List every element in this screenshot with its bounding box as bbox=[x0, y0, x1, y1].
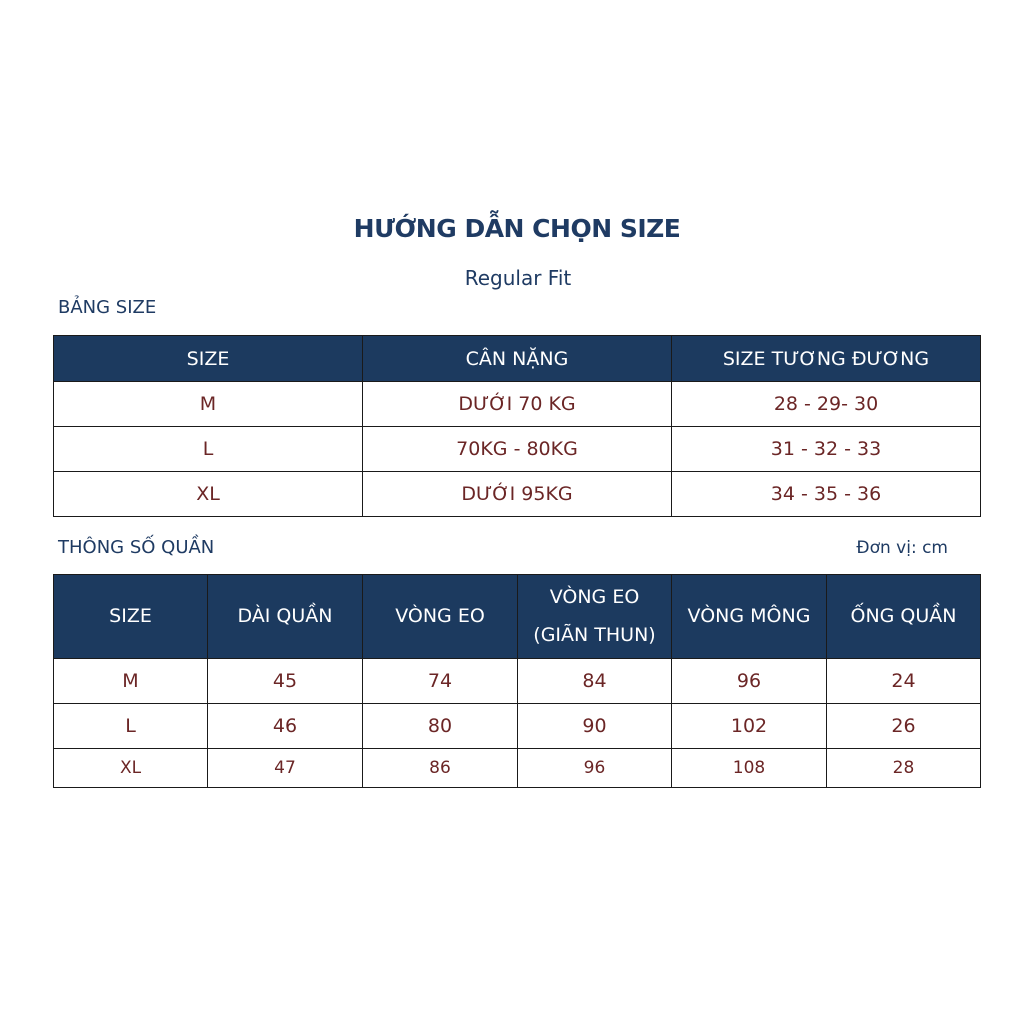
header-waist-elastic-line2: (GIÃN THUN) bbox=[533, 623, 656, 646]
header-waist-elastic-line1: VÒNG EO bbox=[549, 586, 640, 609]
cell-length: 46 bbox=[208, 704, 363, 749]
cell-equivalent-size: 31 - 32 - 33 bbox=[672, 427, 981, 472]
cell-size: M bbox=[54, 659, 208, 704]
cell-leg-opening: 26 bbox=[827, 704, 981, 749]
table-row bbox=[54, 659, 981, 704]
size-table-label: BẢNG SIZE bbox=[58, 297, 157, 318]
cell-hip: 96 bbox=[672, 659, 827, 704]
cell-size: L bbox=[54, 427, 363, 472]
table-row bbox=[54, 472, 981, 517]
header-cell-waist: VÒNG EO bbox=[363, 575, 518, 659]
table-row bbox=[54, 427, 981, 472]
header-cell-size: SIZE bbox=[54, 336, 363, 382]
cell-size: XL bbox=[54, 472, 363, 517]
table-row bbox=[54, 382, 981, 427]
spec-table-label: THÔNG SỐ QUẦN bbox=[58, 537, 215, 558]
cell-waist: 86 bbox=[363, 749, 518, 788]
table-row bbox=[54, 704, 981, 749]
unit-label: Đơn vị: cm bbox=[856, 538, 948, 558]
page-title: HƯỚNG DẪN CHỌN SIZE bbox=[353, 214, 681, 243]
cell-waist: 80 bbox=[363, 704, 518, 749]
cell-weight: DƯỚI 70 KG bbox=[363, 382, 672, 427]
header-cell-equivalent-size: SIZE TƯƠNG ĐƯƠNG bbox=[672, 336, 981, 382]
cell-equivalent-size: 34 - 35 - 36 bbox=[672, 472, 981, 517]
spec-table-header-row bbox=[54, 575, 981, 659]
cell-waist: 74 bbox=[363, 659, 518, 704]
header-cell-leg-opening: ỐNG QUẦN bbox=[827, 575, 981, 659]
page-subtitle: Regular Fit bbox=[464, 266, 572, 290]
cell-size: M bbox=[54, 382, 363, 427]
cell-leg-opening: 28 bbox=[827, 749, 981, 788]
cell-length: 45 bbox=[208, 659, 363, 704]
cell-size: L bbox=[54, 704, 208, 749]
header-cell-waist-elastic bbox=[518, 575, 672, 659]
cell-length: 47 bbox=[208, 749, 363, 788]
spec-table bbox=[53, 574, 981, 788]
size-table bbox=[53, 335, 981, 517]
table-row bbox=[54, 749, 981, 788]
cell-waist-elastic: 84 bbox=[518, 659, 672, 704]
size-table-header-row bbox=[54, 336, 981, 382]
cell-hip: 108 bbox=[672, 749, 827, 788]
header-cell-weight: CÂN NẶNG bbox=[363, 336, 672, 382]
cell-waist-elastic: 90 bbox=[518, 704, 672, 749]
header-cell-size: SIZE bbox=[54, 575, 208, 659]
header-cell-length: DÀI QUẦN bbox=[208, 575, 363, 659]
cell-weight: 70KG - 80KG bbox=[363, 427, 672, 472]
cell-leg-opening: 24 bbox=[827, 659, 981, 704]
cell-weight: DƯỚI 95KG bbox=[363, 472, 672, 517]
header-cell-hip: VÒNG MÔNG bbox=[672, 575, 827, 659]
cell-waist-elastic: 96 bbox=[518, 749, 672, 788]
cell-hip: 102 bbox=[672, 704, 827, 749]
cell-equivalent-size: 28 - 29- 30 bbox=[672, 382, 981, 427]
cell-size: XL bbox=[54, 749, 208, 788]
